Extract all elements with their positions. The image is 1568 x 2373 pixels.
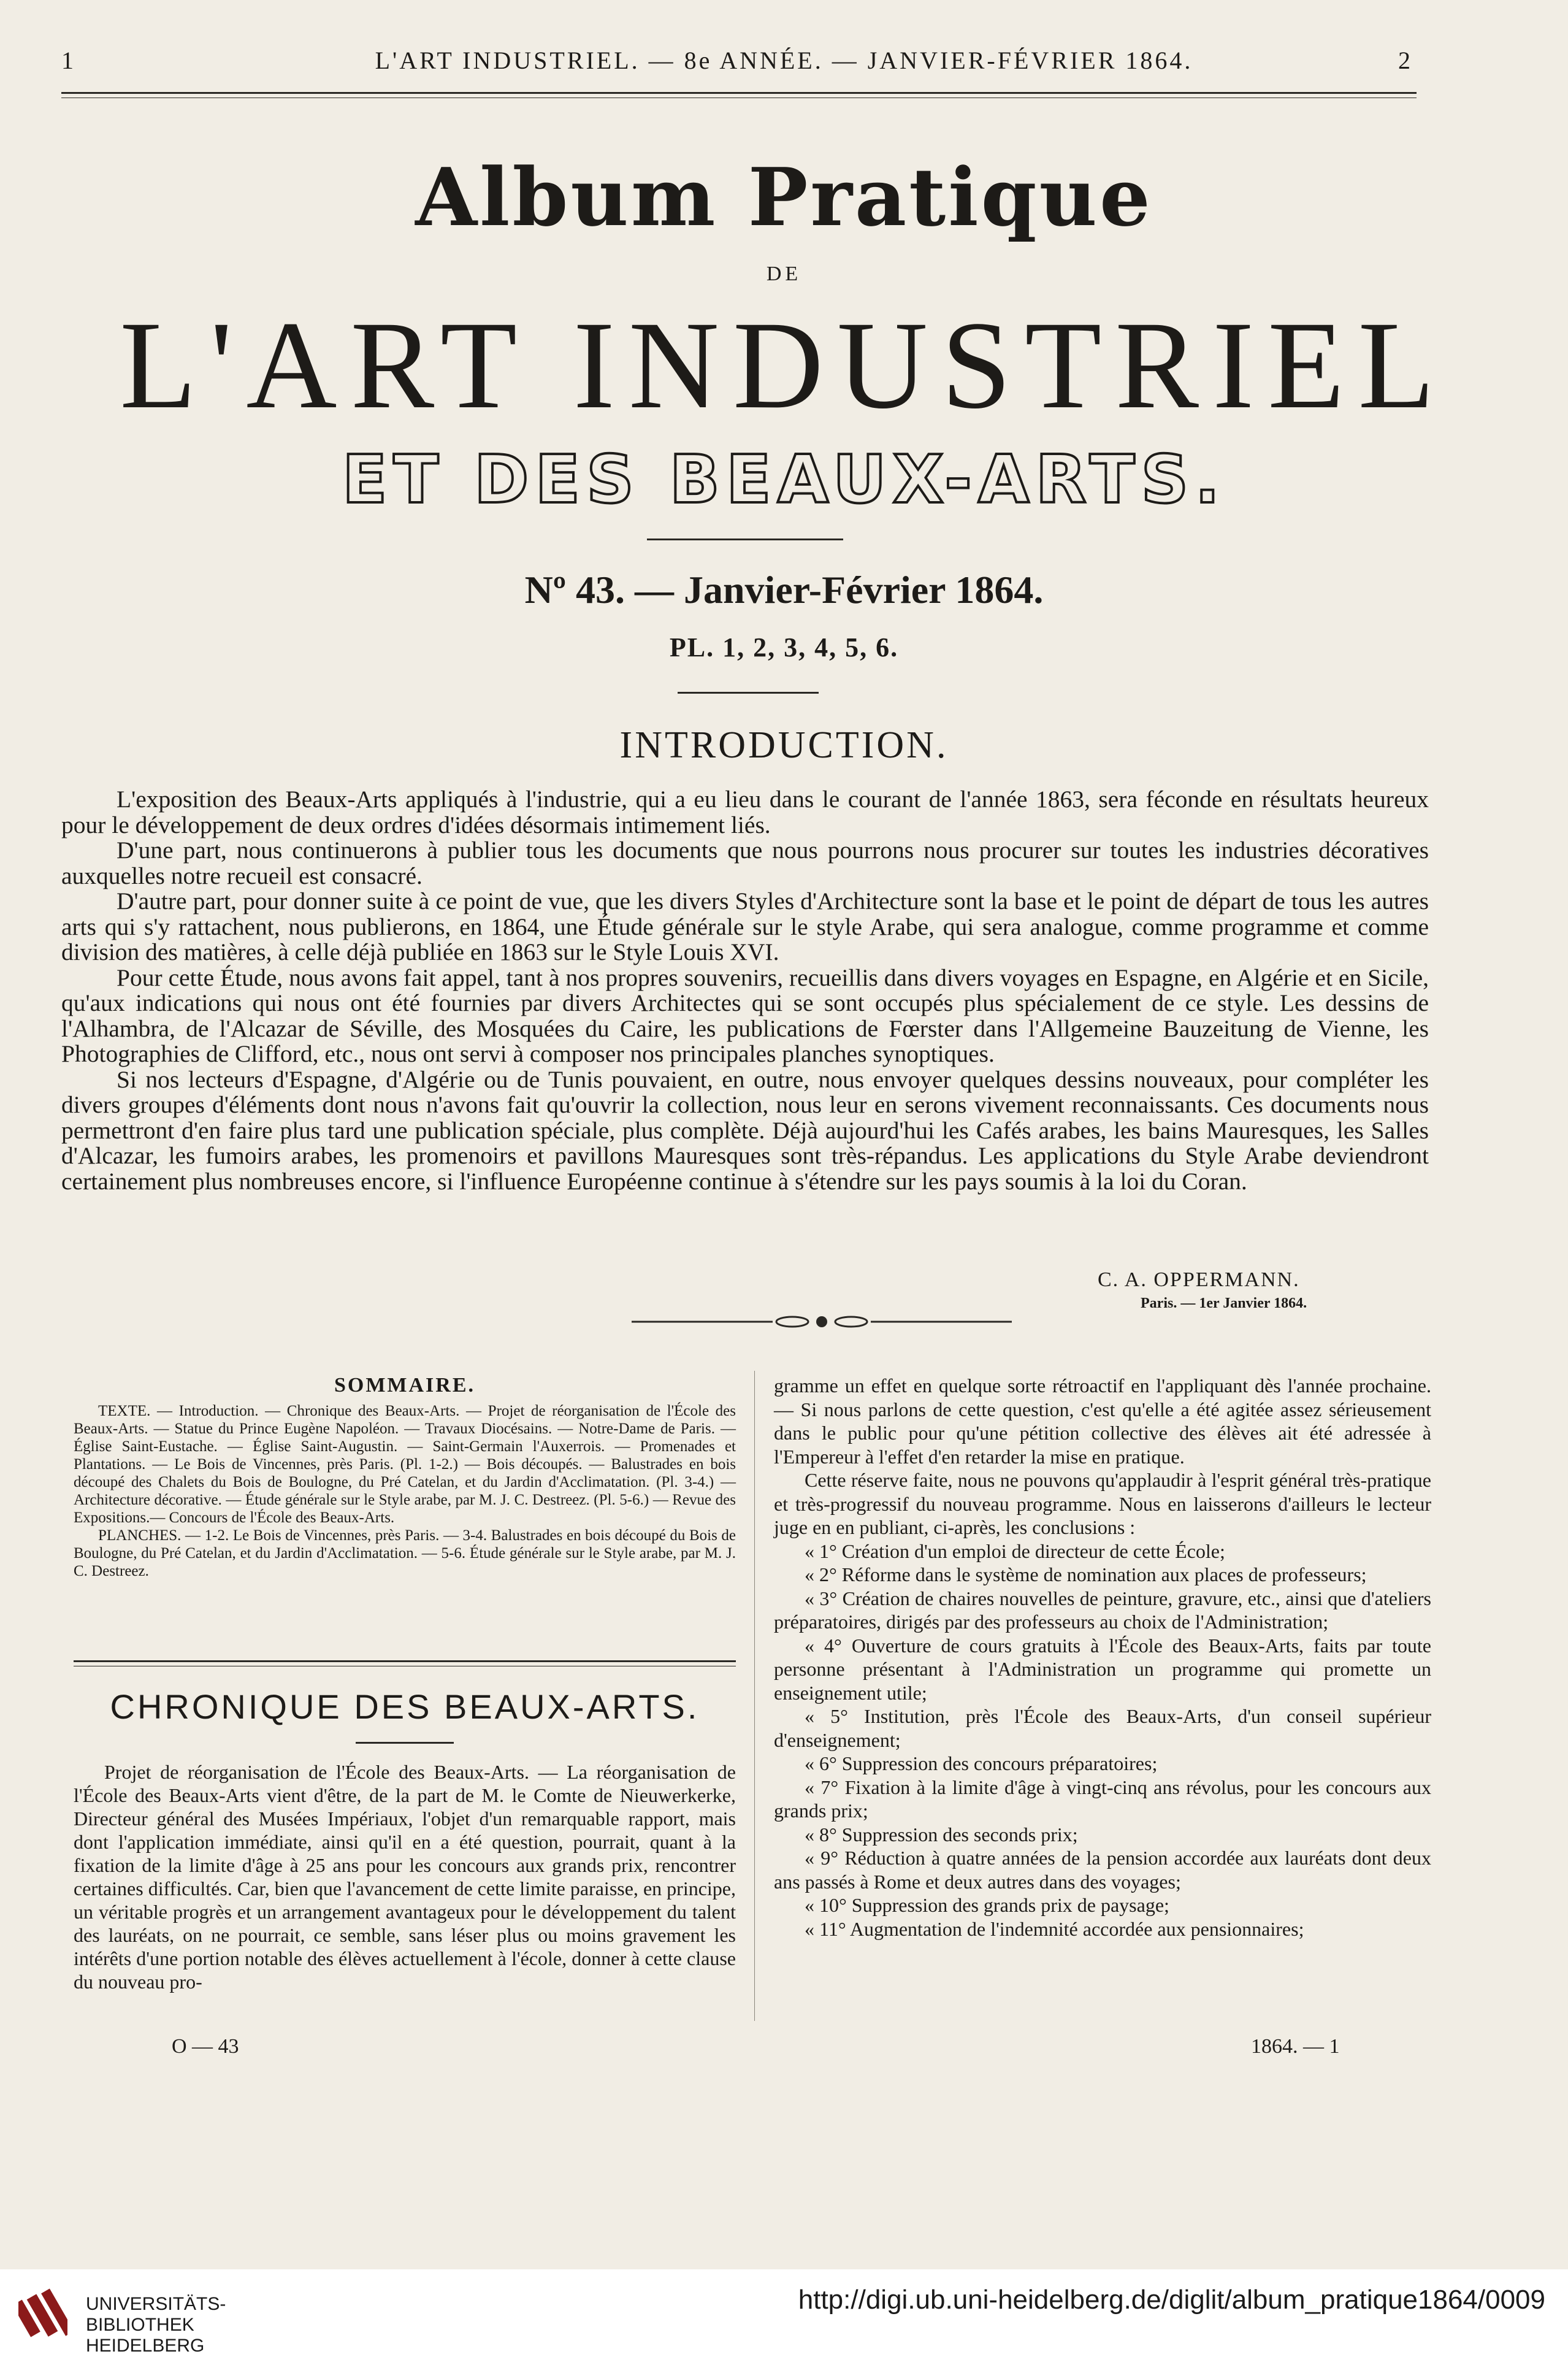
introduction-heading: INTRODUCTION.: [619, 724, 949, 766]
plates-rule: [678, 692, 819, 694]
conclusion-item: « 7° Fixation à la limite d'âge à vingt-cinq ans révolus, pour les concours aux grands prix;: [774, 1776, 1431, 1822]
issue-line: Nº 43. — Janvier-Février 1864.: [524, 568, 1044, 611]
right-paragraph: gramme un effet en quelque sorte rétroactif en l'appliquant dès l'année prochaine. — Si nous parlons de cette question, c'est qu'elle a été agitée assez sérieusement dans le public pour qu'une pétition collective des élèves ait été adressée à l'Empereur à l'effet d'en retarder la mise en pratique.: [774, 1374, 1431, 1468]
publication-title: L'ART INDUSTRIEL: [120, 296, 1448, 435]
signature-date: Paris. — 1er Janvier 1864.: [1141, 1295, 1307, 1311]
conclusion-item: « 3° Création de chaires nouvelles de peinture, gravure, etc., ainsi que d'ateliers préparatoires, dirigés par des professeurs au choix de l'Administration;: [774, 1587, 1431, 1633]
album-title: Album Pratique: [415, 150, 1153, 244]
publication-subtitle: ET DES BEAUX-ARTS.: [342, 442, 1226, 518]
library-logo-icon: [18, 2282, 67, 2343]
sommaire-heading: SOMMAIRE.: [334, 1374, 476, 1397]
ornament-icon: [632, 1313, 1012, 1331]
right-paragraph: Cette réserve faite, nous ne pouvons qu'applaudir à l'esprit général très-pratique et très-progressif du nouveau programme. Nous en laisserons d'ailleurs le lecteur juge en en publiant, ci-après, les conclusions :: [774, 1469, 1431, 1538]
running-header: L'ART INDUSTRIEL. — 8e ANNÉE. — JANVIER-FÉVRIER 1864.: [375, 47, 1193, 74]
source-url-link[interactable]: http://digi.ub.uni-heidelberg.de/diglit/album_pratique1864/0009: [798, 2285, 1545, 2315]
conclusion-item: « 4° Ouverture de cours gratuits à l'École des Beaux-Arts, faits par toute personne présentant à l'Administration un programme qui promette un enseignement utile;: [774, 1634, 1431, 1704]
signature-mark-right: 1864. — 1: [1251, 2035, 1340, 2058]
intro-paragraph: D'autre part, pour donner suite à ce point de vue, que les divers Styles d'Architecture sont la base et le point de départ de tous les autres arts qui s'y rattachent, nous publierons, en 1864, une Étude générale sur le style Arabe, qui sera analogue, comme programme et comme division des matières, à celle déjà publiée en 1863 sur le Style Louis XVI.: [61, 887, 1429, 965]
conclusion-item: « 2° Réforme dans le système de nomination aux places de professeurs;: [805, 1563, 1367, 1585]
conclusion-item: « 1° Création d'un emploi de directeur de cette École;: [805, 1539, 1225, 1562]
library-name: [86, 2294, 226, 2356]
sommaire-body: [74, 1402, 736, 1580]
conclusion-item: « 9° Réduction à quatre années de la pension accordée aux lauréats dont deux ans passés à Rome et deux autres dans des voyages;: [774, 1847, 1431, 1893]
sommaire-texte: TEXTE. — Introduction. — Chronique des Beaux-Arts. — Projet de réorganisation de l'École des Beaux-Arts. — Statue du Prince Eugène Napoléon. — Travaux Diocésains. — Notre-Dame de Paris. — Église Saint-Eustache. — Église Saint-Augustin. — Saint-Germain l'Auxerrois. — Promenades et Plantations. — Le Bois de Vincennes, près Paris. (Pl. 1-2.) — Bois découpés. — Balustrades en bois découpé des Chalets du Bois de Boulogne, du Pré Catelan, et du Jardin d'Acclimatation. (Pl. 3-4.) — Architecture décorative. — Étude générale sur le Style arabe, par M. J. C. Destreez. (Pl. 5-6.) — Revue des Expositions.— Concours de l'École des Beaux-Arts.: [74, 1403, 736, 1526]
intro-paragraph: Pour cette Étude, nous avons fait appel, tant à nos propres souvenirs, recueillis dans divers voyages en Espagne, en Algérie et en Sicile, qu'aux indications qui nous ont été fournies par divers Architectes qui se sont occupés plus spécialement de ce style. Les dessins de l'Alhambra, de l'Alcazar de Séville, des Mosquées du Caire, les publications de Fœrster dans l'Allgemeine Bauzeitung de Vienne, les Photographies de Clifford, etc., nous ont servi à composer nos principales planches synoptiques.: [61, 964, 1429, 1067]
library-name-line: UNIVERSITÄTS-: [86, 2294, 226, 2314]
masthead-de: DE: [766, 263, 802, 285]
library-name-line: HEIDELBERG: [86, 2336, 205, 2356]
intro-paragraph: Si nos lecteurs d'Espagne, d'Algérie ou de Tunis pouvaient, en outre, nous envoyer quelques dessins nouveaux, pour compléter les divers groupes d'éléments dont nous n'avons fait qu'ouvrir la collection, nous leur en serons vivement reconnaissants. Ces documents nous permettront d'en faire plus tard une publication spéciale, plus complète. Déjà aujourd'hui les Cafés arabes, les bains Mauresques, les Salles d'Alcazar, les fumoirs arabes, les promenoirs et pavillons Mauresques sont très-répandus. Les applications du Style Arabe deviendront certainement plus nombreuses encore, si l'influence Européenne continue à s'étendre sur les pays soumis à la loi du Coran.: [61, 1065, 1429, 1195]
conclusion-item: « 6° Suppression des concours préparatoires;: [805, 1752, 1158, 1774]
sommaire-planches: PLANCHES. — 1-2. Le Bois de Vincennes, près Paris. — 3-4. Balustrades en bois découpé du Bois de Boulogne, du Pré Catelan, et du Jardin d'Acclimatation. — 5-6. Étude générale sur le Style arabe, par M. J. C. Destreez.: [74, 1527, 736, 1579]
chronique-body: [74, 1760, 736, 1993]
page-number-right: 2: [1398, 47, 1410, 74]
chronique-rule: [356, 1742, 454, 1744]
masthead-rule: [647, 539, 843, 540]
author-signature: C. A. OPPERMANN.: [1098, 1268, 1300, 1291]
sommaire-section: [74, 1374, 736, 1580]
conclusion-item: « 5° Institution, près l'École des Beaux-Arts, d'un conseil supérieur d'enseignement;: [774, 1705, 1431, 1751]
column-divider: [754, 1371, 755, 2021]
conclusion-item: « 11° Augmentation de l'indemnité accordée aux pensionnaires;: [805, 1917, 1304, 1940]
conclusion-item: « 8° Suppression des seconds prix;: [805, 1823, 1078, 1846]
signature-mark-left: O — 43: [172, 2035, 239, 2058]
intro-paragraph: D'une part, nous continuerons à publier tous les documents que nous pourrons nous procurer sur toutes les industries décoratives auxquelles notre recueil est consacré.: [61, 837, 1429, 889]
introduction-body: [61, 787, 1429, 1194]
intro-paragraph: L'exposition des Beaux-Arts appliqués à l'industrie, qui a eu lieu dans le courant de l'année 1863, sera féconde en résultats heureux pour le développement de deux ordres d'idées désormais intimement liés.: [61, 786, 1429, 838]
library-name-line: BIBLIOTHEK: [86, 2315, 194, 2335]
conclusion-item: « 10° Suppression des grands prix de paysage;: [805, 1894, 1169, 1916]
right-column-body: [774, 1374, 1431, 1941]
header-rule: [61, 92, 1417, 98]
sommaire-rule: [74, 1660, 736, 1666]
chronique-heading: CHRONIQUE DES BEAUX-ARTS.: [110, 1687, 700, 1726]
page-number-left: 1: [61, 47, 74, 74]
chronique-paragraph: Projet de réorganisation de l'École des Beaux-Arts. — La réorganisation de l'École des Beaux-Arts vient d'être, de la part de M. le Comte de Nieuwerkerke, Directeur général des Musées Impériaux, l'objet d'un remarquable rapport, mais dont l'application immédiate, ainsi qu'il en a été question, pourrait, quant à la fixation de la limite d'âge à 25 ans pour les concours aux grands prix, rencontrer certaines difficultés. Car, bien que l'avancement de cette limite paraisse, en principe, un véritable progrès et un arrangement avantageux pour le développement du talent des lauréats, on ne pourrait, ce semble, sans léser plus ou moins gravement les intérêts d'une portion notable des élèves actuellement à l'école, donner à cette clause du nouveau pro-: [74, 1761, 736, 1993]
ornament-divider: [632, 1313, 1012, 1336]
plates-line: PL. 1, 2, 3, 4, 5, 6.: [669, 632, 899, 662]
